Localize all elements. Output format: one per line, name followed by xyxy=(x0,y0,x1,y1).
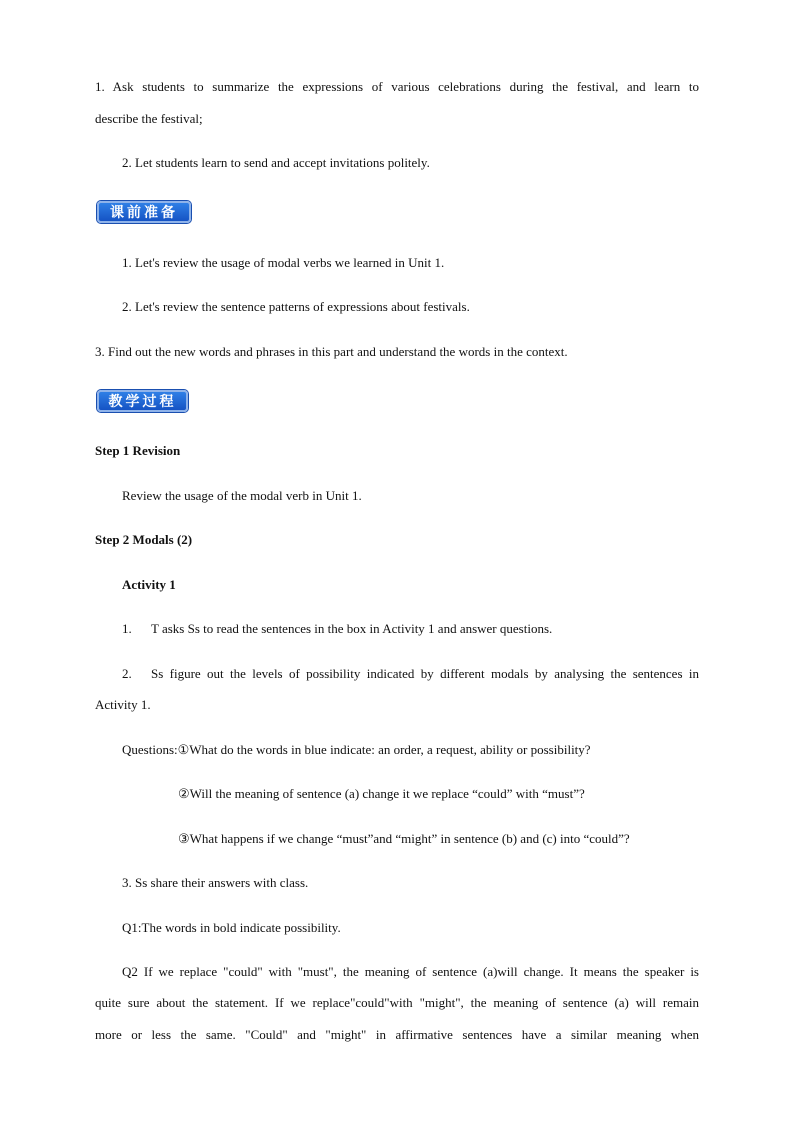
q2-answer-line-1: Q2 If we replace "could" with "must", the meaning of sentence (a)will change. It means the speaker is xyxy=(122,964,699,979)
step2-heading: Step 2 Modals (2) xyxy=(95,532,193,547)
section-badge-process: 教学过程 xyxy=(97,390,188,412)
activity-item-2-number: 2. xyxy=(122,666,132,681)
preparation-item-2: 2. Let's review the sentence patterns of expressions about festivals. xyxy=(122,299,470,314)
q2-answer-line-2: quite sure about the statement. If we replace"could"with "might", the meaning of sentence (a) will remain xyxy=(95,995,699,1010)
objective-item-2: 2. Let students learn to send and accept invitations politely. xyxy=(122,155,430,170)
activity-item-1-number: 1. xyxy=(122,621,132,636)
objective-item-1-line-1: 1. Ask students to summarize the expressions of various celebrations during the festival, and learn to xyxy=(95,79,699,94)
section-badge-preparation: 课前准备 xyxy=(97,201,191,223)
preparation-item-3: 3. Find out the new words and phrases in this part and understand the words in the context. xyxy=(95,344,568,359)
step1-text: Review the usage of the modal verb in Unit 1. xyxy=(122,488,362,503)
activity-item-2-line-1: Ss figure out the levels of possibility indicated by different modals by analysing the sentences in xyxy=(151,666,699,681)
share-answers: 3. Ss share their answers with class. xyxy=(122,875,309,890)
objective-item-1-line-2: describe the festival; xyxy=(95,111,203,126)
step1-heading: Step 1 Revision xyxy=(95,443,181,458)
question-2: ②Will the meaning of sentence (a) change it we replace “could” with “must”? xyxy=(178,786,585,801)
activity-item-1-text: T asks Ss to read the sentences in the box in Activity 1 and answer questions. xyxy=(151,621,553,636)
q1-answer: Q1:The words in bold indicate possibility. xyxy=(122,920,341,935)
q2-answer-line-3: more or less the same. "Could" and "might" in affirmative sentences have a similar meaning when xyxy=(95,1027,699,1042)
activity-heading: Activity 1 xyxy=(122,577,176,592)
preparation-item-1: 1. Let's review the usage of modal verbs we learned in Unit 1. xyxy=(122,255,445,270)
question-3: ③What happens if we change “must”and “might” in sentence (b) and (c) into “could”? xyxy=(178,831,630,846)
activity-item-2-line-2: Activity 1. xyxy=(95,697,151,712)
question-1: Questions:①What do the words in blue indicate: an order, a request, ability or possibility? xyxy=(122,742,591,757)
